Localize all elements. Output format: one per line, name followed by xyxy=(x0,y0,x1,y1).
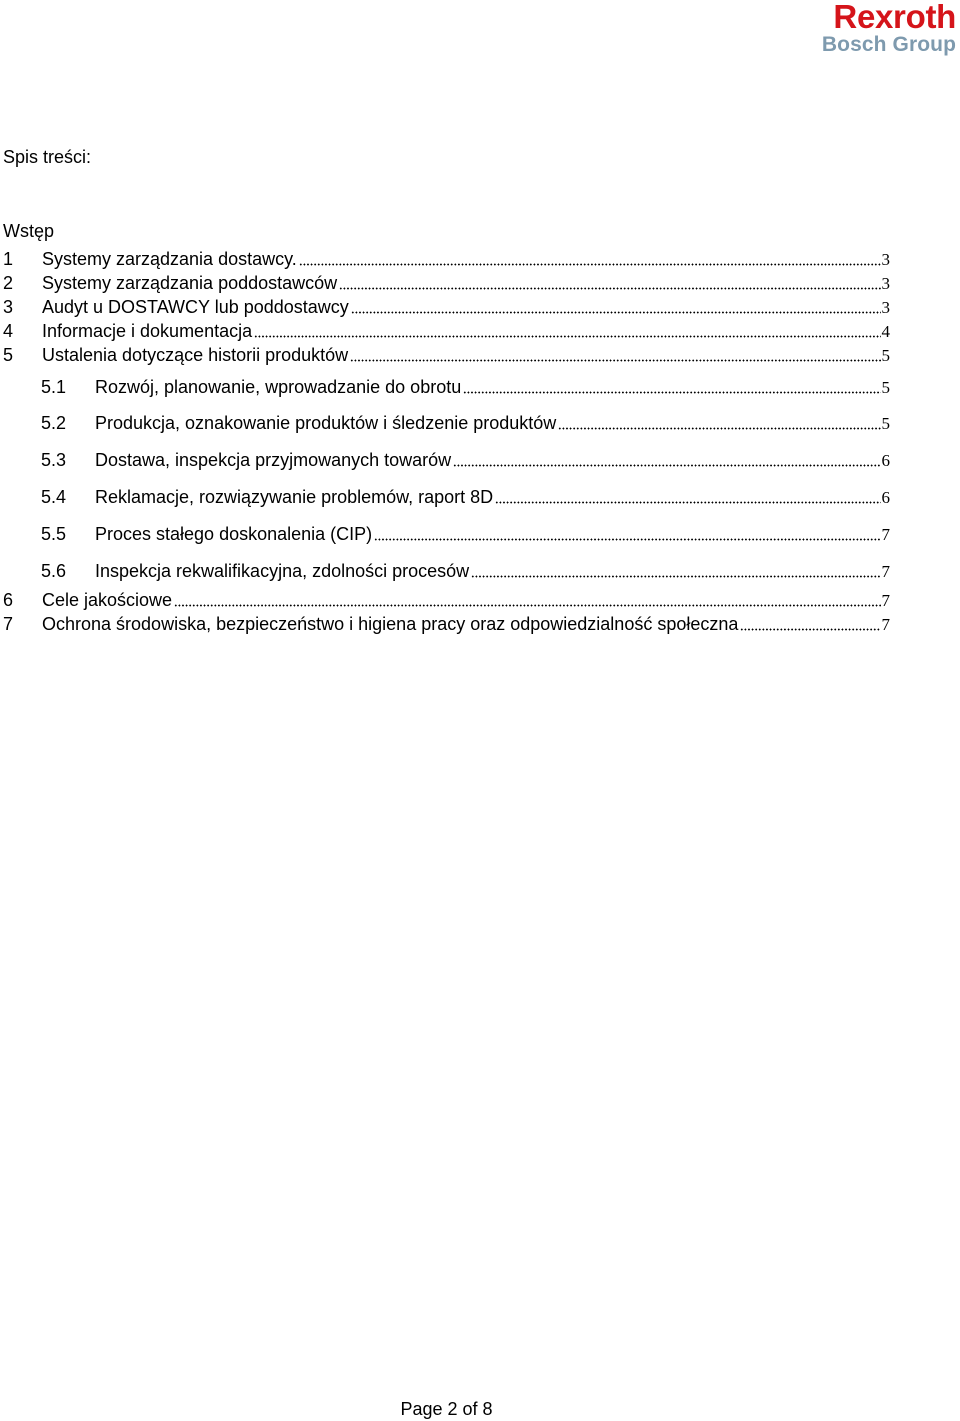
toc-leader-dots xyxy=(350,358,880,362)
toc-entry-page: 6 xyxy=(881,451,890,470)
toc-leader-dots xyxy=(453,463,880,467)
toc-entry-5-4[interactable] xyxy=(41,485,890,509)
toc-entry-page: 4 xyxy=(881,322,890,341)
toc-entry-page: 7 xyxy=(881,591,890,610)
toc-leader-dots xyxy=(174,603,880,607)
toc-entry-5-2[interactable] xyxy=(41,411,890,435)
toc-leader-dots xyxy=(374,537,880,541)
toc-entry-5-3[interactable] xyxy=(41,448,890,472)
toc-entry-number: 5.2 xyxy=(41,413,67,433)
toc-entry-number: 3 xyxy=(3,297,14,317)
toc-entry-7[interactable] xyxy=(3,612,890,636)
toc-entry-title: Reklamacje, rozwiązywanie problemów, raport 8D xyxy=(95,487,494,507)
toc-entry-title: Ustalenia dotyczące historii produktów xyxy=(42,345,349,365)
toc-title: Spis treści: xyxy=(3,147,92,167)
toc-leader-dots xyxy=(558,426,880,430)
toc-entry-title: Proces stałego doskonalenia (CIP) xyxy=(95,524,373,544)
toc-leader-dots xyxy=(463,390,880,394)
toc-leader-dots xyxy=(471,574,880,578)
toc-entry-number: 7 xyxy=(3,614,14,634)
toc-entry-page: 6 xyxy=(881,488,890,507)
toc-entry-number: 6 xyxy=(3,590,14,610)
toc-entry-title: Rozwój, planowanie, wprowadzanie do obrotu xyxy=(95,377,462,397)
toc-leader-dots xyxy=(299,262,881,266)
toc-intro-entry[interactable]: Wstęp xyxy=(3,221,55,241)
toc-entry-page: 7 xyxy=(881,615,890,634)
toc-entry-page: 3 xyxy=(881,298,890,317)
toc-leader-dots xyxy=(351,310,881,314)
toc-entry-5-1[interactable] xyxy=(41,375,890,399)
toc-entry-3[interactable] xyxy=(3,295,890,319)
toc-entry-4[interactable] xyxy=(3,319,890,343)
toc-entry-page: 5 xyxy=(881,414,890,433)
toc-entry-title: Systemy zarządzania dostawcy. xyxy=(42,249,297,269)
toc-entry-page: 3 xyxy=(881,250,890,269)
toc-entry-5-5[interactable] xyxy=(41,522,890,546)
toc-entry-number: 5.1 xyxy=(41,377,67,397)
toc-entry-title: Cele jakościowe xyxy=(42,590,173,610)
toc-entry-number: 5.5 xyxy=(41,524,67,544)
toc-entry-5[interactable] xyxy=(3,343,890,367)
toc-entry-page: 5 xyxy=(881,378,890,397)
toc-entry-number: 5 xyxy=(3,345,14,365)
toc-entry-title: Ochrona środowiska, bezpieczeństwo i higiena pracy oraz odpowiedzialność społeczna xyxy=(42,614,739,634)
toc-entry-page: 7 xyxy=(881,562,890,581)
toc-entry-2[interactable] xyxy=(3,271,890,295)
toc-entry-number: 2 xyxy=(3,273,14,293)
toc-entry-title: Produkcja, oznakowanie produktów i śledzenie produktów xyxy=(95,413,557,433)
toc-entry-number: 5.4 xyxy=(41,487,67,507)
toc-entry-1[interactable] xyxy=(3,247,890,271)
toc-entry-6[interactable] xyxy=(3,588,890,612)
page-number-footer: Page 2 of 8 xyxy=(400,1399,493,1419)
toc-entry-page: 3 xyxy=(881,274,890,293)
toc-entry-title: Inspekcja rekwalifikacyjna, zdolności procesów xyxy=(95,561,470,581)
toc-entry-number: 4 xyxy=(3,321,14,341)
logo-group-text: Bosch Group xyxy=(821,33,956,56)
toc-entry-page: 5 xyxy=(881,346,890,365)
toc-entry-title: Dostawa, inspekcja przyjmowanych towarów xyxy=(95,450,452,470)
toc-leader-dots xyxy=(740,627,880,631)
toc-leader-dots xyxy=(495,500,880,504)
toc-entry-number: 5.6 xyxy=(41,561,67,581)
rexroth-bosch-group-logo xyxy=(796,0,956,56)
toc-leader-dots xyxy=(254,334,880,338)
toc-entry-title: Systemy zarządzania poddostawców xyxy=(42,273,338,293)
toc-entry-number: 5.3 xyxy=(41,450,67,470)
toc-entry-number: 1 xyxy=(3,249,14,269)
toc-leader-dots xyxy=(339,286,880,290)
toc-entry-title: Informacje i dokumentacja xyxy=(42,321,253,341)
logo-brand-text: Rexroth xyxy=(833,0,956,35)
toc-entry-page: 7 xyxy=(881,525,890,544)
toc-entry-5-6[interactable] xyxy=(41,559,890,583)
toc-entry-title: Audyt u DOSTAWCY lub poddostawcy xyxy=(42,297,349,317)
